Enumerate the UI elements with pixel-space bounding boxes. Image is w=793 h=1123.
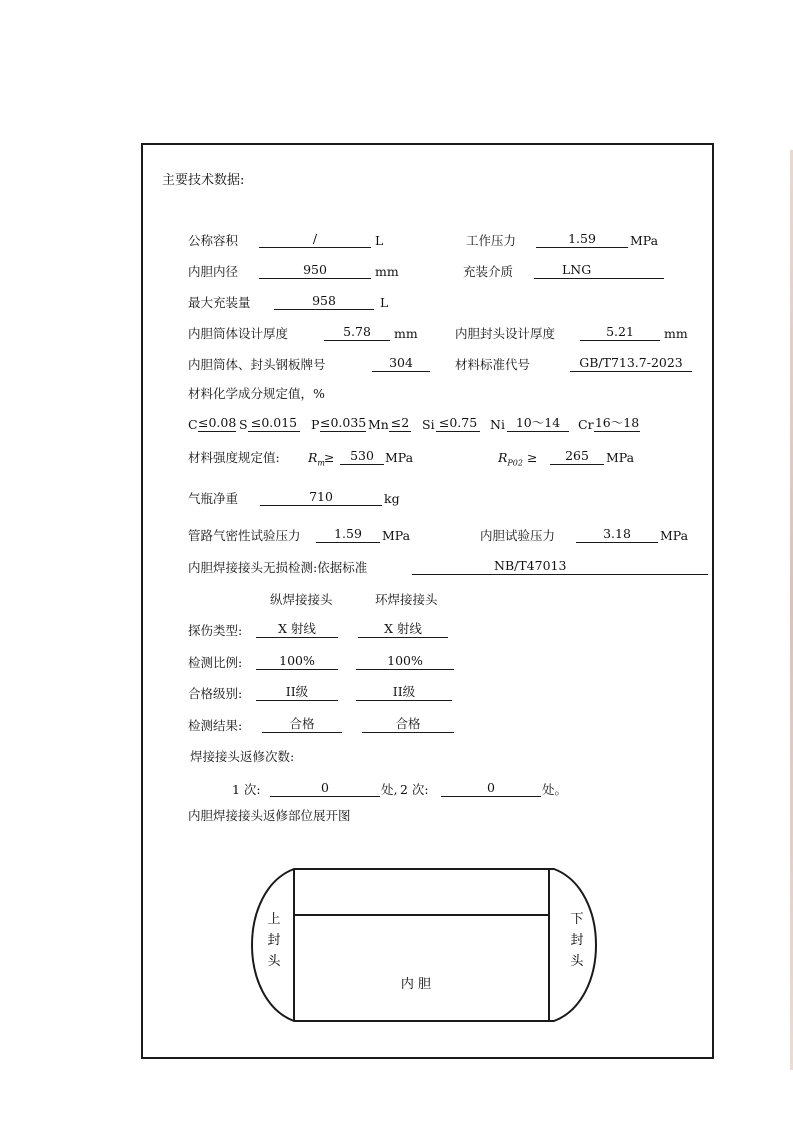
inner-diameter-unit: mm xyxy=(375,264,399,279)
material-standard-value: GB/T713.7-2023 xyxy=(570,355,692,372)
chem-s-label: S xyxy=(239,417,248,432)
rp-unit: MPa xyxy=(606,450,635,465)
chem-cr-value: 16～18 xyxy=(594,415,640,430)
repair-first-label: 1 次: xyxy=(232,782,261,797)
chem-si-label: Si xyxy=(422,417,435,432)
net-weight-unit: kg xyxy=(384,491,400,506)
repair-second-label: 2 次: xyxy=(400,782,429,797)
ndt-label: 内胆焊接接头无损检测:依据标准 xyxy=(188,560,368,575)
chem-p-value: ≤0.035 xyxy=(320,415,367,430)
chem-c-label: C xyxy=(188,417,198,432)
weld-row-circ: 合格 xyxy=(362,716,454,733)
vessel-outline xyxy=(252,869,596,1021)
head-thickness-label: 内胆封头设计厚度 xyxy=(455,326,556,341)
inner-vessel-diagram xyxy=(230,860,610,1030)
strength-label: 材料强度规定值: xyxy=(188,450,280,465)
weld-row-circ: X 射线 xyxy=(358,621,448,638)
right-head-char: 下 xyxy=(570,912,584,927)
weld-row-long: 合格 xyxy=(262,716,342,733)
chem-label: 材料化学成分规定值，% xyxy=(188,386,325,401)
weld-row-circ: II级 xyxy=(356,684,452,701)
max-fill-value: 958 xyxy=(274,293,374,310)
pipe-test-unit: MPa xyxy=(382,528,411,543)
weld-row-long: X 射线 xyxy=(256,621,338,638)
weld-row-label: 合格级别: xyxy=(188,686,243,701)
repair-second-unit: 处。 xyxy=(542,782,568,797)
medium-value: LNG xyxy=(534,262,664,279)
working-pressure-label: 工作压力 xyxy=(466,233,517,248)
repair-first-value: 0 xyxy=(270,780,380,797)
chem-cr-label: Cr xyxy=(578,417,594,432)
plate-grade-label: 内胆筒体、封头钢板牌号 xyxy=(188,357,326,372)
repair-label: 焊接接头返修次数: xyxy=(190,749,295,764)
head-thickness-value: 5.21 xyxy=(580,324,660,341)
weld-row-label: 检测结果: xyxy=(188,718,243,733)
weld-row-circ: 100% xyxy=(356,653,454,670)
right-head-char: 头 xyxy=(570,954,584,969)
rm-value: 530 xyxy=(340,448,384,465)
weld-row-long: 100% xyxy=(256,653,338,670)
nominal-volume-unit: L xyxy=(375,233,384,248)
chem-ni-value: 10～14 xyxy=(507,415,569,432)
rm-unit: MPa xyxy=(385,450,414,465)
right-head-char: 封 xyxy=(570,933,584,948)
max-fill-unit: L xyxy=(380,295,389,310)
pipe-test-value: 1.59 xyxy=(316,526,380,543)
weld-header-circumferential: 环焊接接头 xyxy=(375,592,438,607)
repair-first-unit: 处, xyxy=(381,782,398,797)
working-pressure-value: 1.59 xyxy=(536,231,628,248)
weld-row-label: 检测比例: xyxy=(188,655,243,670)
ndt-value: NB/T47013 xyxy=(412,558,708,575)
shell-thickness-unit: mm xyxy=(394,326,418,341)
inner-diameter-label: 内胆内径 xyxy=(188,264,239,279)
chem-mn-value: ≤2 xyxy=(390,415,410,430)
plate-grade-value: 304 xyxy=(372,355,430,372)
chem-mn-label: Mn xyxy=(368,417,389,432)
inner-test-value: 3.18 xyxy=(576,526,658,543)
working-pressure-unit: MPa xyxy=(630,233,659,248)
chem-ni-label: Ni xyxy=(490,417,505,432)
rp-operator: ≥ xyxy=(527,450,538,465)
rm-symbol: $R_m$ xyxy=(308,450,326,468)
chem-si-value: ≤0.75 xyxy=(436,415,480,432)
max-fill-label: 最大充装量 xyxy=(188,295,251,310)
nominal-volume-value: / xyxy=(259,231,371,248)
chem-c-value: ≤0.08 xyxy=(198,415,237,430)
material-standard-label: 材料标准代号 xyxy=(455,357,531,372)
shell-thickness-label: 内胆筒体设计厚度 xyxy=(188,326,289,341)
shell-thickness-value: 5.78 xyxy=(324,324,390,341)
left-head-char: 封 xyxy=(267,933,281,948)
weld-header-longitudinal: 纵焊接接头 xyxy=(270,592,333,607)
left-head-char: 头 xyxy=(267,954,281,969)
rp-value: 265 xyxy=(550,448,604,465)
rm-operator: ≥ xyxy=(324,450,335,465)
net-weight-label: 气瓶净重 xyxy=(188,491,239,506)
nominal-volume-label: 公称容积 xyxy=(188,233,239,248)
weld-row-label: 探伤类型: xyxy=(188,623,243,638)
medium-label: 充装介质 xyxy=(463,264,514,279)
heading: 主要技术数据: xyxy=(162,173,245,188)
chem-p-label: P xyxy=(311,417,320,432)
inner-test-label: 内胆试验压力 xyxy=(480,528,556,543)
net-weight-value: 710 xyxy=(260,489,382,506)
repair-second-value: 0 xyxy=(441,780,541,797)
weld-row-long: II级 xyxy=(256,684,338,701)
left-head-char: 上 xyxy=(267,912,281,927)
pipe-test-label: 管路气密性试验压力 xyxy=(188,528,301,543)
inner-diameter-value: 950 xyxy=(259,262,371,279)
head-thickness-unit: mm xyxy=(664,326,688,341)
chem-s-value: ≤0.015 xyxy=(248,415,300,432)
inner-vessel-label: 内 胆 xyxy=(400,977,432,992)
diagram-title: 内胆焊接接头返修部位展开图 xyxy=(188,808,351,823)
inner-test-unit: MPa xyxy=(660,528,689,543)
rp-symbol: $R_{P02}$ xyxy=(498,450,523,468)
